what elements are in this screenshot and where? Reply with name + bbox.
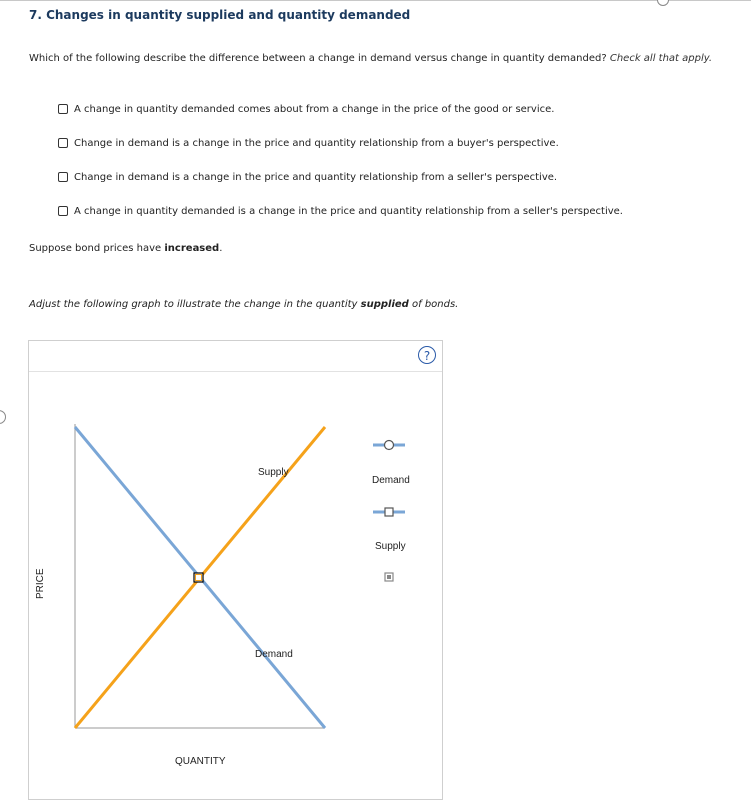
prompt-text: Which of the following describe the difference between a change in demand versus change in quantity demanded? (29, 53, 607, 64)
checkbox-1[interactable] (58, 104, 68, 114)
nav-handle-left[interactable] (0, 410, 6, 424)
circle-marker-icon (385, 441, 394, 450)
nav-handle-right[interactable] (657, 0, 669, 6)
question-prompt (29, 53, 712, 64)
option-2[interactable] (58, 126, 623, 160)
supply-curve-label: Supply (258, 467, 289, 478)
x-axis-label: QUANTITY (175, 756, 226, 767)
instruction-prefix: Adjust the following graph to illustrate the change in the quantity (29, 299, 361, 310)
legend-demand-label: Demand (372, 475, 410, 486)
option-1-label: A change in quantity demanded comes about from a change in the price of the good or service. (74, 103, 555, 115)
option-1[interactable] (58, 92, 623, 126)
instruction-suffix: of bonds. (408, 299, 459, 310)
y-axis-label: PRICE (35, 568, 46, 599)
instruction-emphasis: supplied (360, 299, 409, 310)
scenario-prefix: Suppose bond prices have (29, 243, 165, 254)
answer-options (58, 92, 623, 228)
point-tool-fill (387, 575, 391, 579)
option-4-label: A change in quantity demanded is a change in the price and quantity relationship from a seller's perspective. (74, 205, 623, 217)
legend-supply-tool[interactable] (373, 508, 406, 552)
question-title: 7. Changes in quantity supplied and quantity demanded (29, 8, 411, 22)
legend-supply-label: Supply (375, 541, 406, 552)
scenario-text (29, 243, 222, 254)
instruction-text (29, 299, 458, 310)
option-2-label: Change in demand is a change in the price and quantity relationship from a buyer's perspective. (74, 137, 559, 149)
option-3-label: Change in demand is a change in the price and quantity relationship from a seller's perspective. (74, 171, 558, 183)
checkbox-3[interactable] (58, 172, 68, 182)
graph-panel (28, 340, 443, 800)
demand-curve-label: Demand (255, 649, 293, 660)
checkbox-4[interactable] (58, 206, 68, 216)
scenario-suffix: . (219, 243, 223, 254)
checkbox-2[interactable] (58, 138, 68, 148)
scenario-emphasis: increased (164, 243, 220, 254)
option-4[interactable] (58, 194, 623, 228)
top-divider (0, 0, 751, 1)
help-icon[interactable]: ? (418, 346, 436, 364)
prompt-hint: Check all that apply. (609, 53, 713, 64)
option-3[interactable] (58, 160, 623, 194)
supply-demand-graph (29, 341, 444, 801)
legend-demand-tool[interactable] (372, 441, 410, 487)
square-marker-icon (385, 508, 393, 516)
